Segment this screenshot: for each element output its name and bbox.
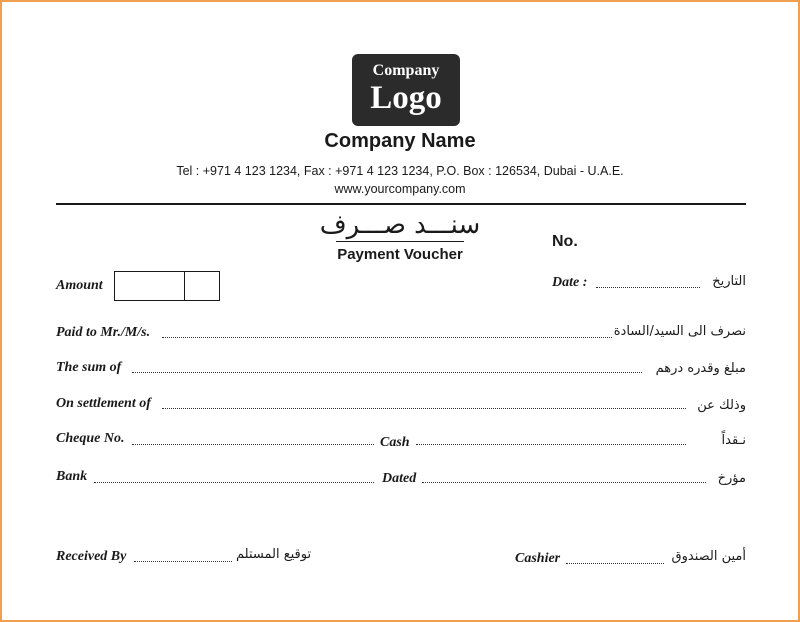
dated-line[interactable] bbox=[422, 482, 706, 483]
bank-line[interactable] bbox=[94, 482, 374, 483]
dated-label-arabic: مؤرخ bbox=[717, 471, 746, 486]
sum-line[interactable] bbox=[132, 372, 642, 373]
logo-line-logo: Logo bbox=[370, 80, 442, 116]
cheque-line[interactable] bbox=[132, 444, 374, 445]
paid-to-label: Paid to Mr./M/s. bbox=[56, 325, 151, 340]
settlement-label-arabic: وذلك عن bbox=[697, 398, 746, 413]
sum-label: The sum of bbox=[56, 360, 122, 375]
logo-line-company: Company bbox=[372, 62, 440, 79]
sum-label-arabic: مبلغ وقدره درهم bbox=[655, 361, 746, 376]
header-divider bbox=[56, 203, 746, 205]
company-contact: Tel : +971 4 123 1234, Fax : +971 4 123 1234, P.O. Box : 126534, Dubai - U.A.E. bbox=[176, 164, 624, 178]
company-website: www.yourcompany.com bbox=[334, 182, 466, 196]
received-by-label-arabic: توقيع المستلم bbox=[236, 547, 312, 562]
voucher-title: Payment Voucher bbox=[337, 246, 463, 263]
settlement-label: On settlement of bbox=[56, 396, 151, 411]
cashier-label: Cashier bbox=[515, 551, 561, 566]
amount-box-divider bbox=[184, 271, 185, 301]
received-by-line[interactable] bbox=[134, 561, 232, 562]
cash-label-arabic: نـقداً bbox=[721, 433, 746, 448]
settlement-line[interactable] bbox=[162, 408, 686, 409]
amount-label: Amount bbox=[56, 278, 103, 293]
bank-label: Bank bbox=[56, 469, 88, 484]
company-logo bbox=[352, 54, 460, 126]
amount-input-box[interactable] bbox=[114, 271, 220, 301]
voucher-title-underline bbox=[336, 241, 464, 242]
received-by-label: Received By bbox=[56, 549, 127, 564]
cash-line[interactable] bbox=[416, 444, 686, 445]
company-name: Company Name bbox=[324, 130, 476, 152]
date-label: Date : bbox=[552, 275, 588, 290]
cashier-line[interactable] bbox=[566, 563, 664, 564]
paid-to-label-arabic: نصرف الى السيد/السادة bbox=[613, 324, 746, 339]
voucher-title-arabic: سنـــد صـــرف bbox=[319, 210, 481, 240]
dated-label: Dated bbox=[382, 471, 417, 486]
date-label-arabic: التاريخ bbox=[712, 274, 746, 289]
cash-label: Cash bbox=[380, 435, 410, 450]
voucher-number-label: No. bbox=[552, 233, 578, 250]
cashier-label-arabic: أمين الصندوق bbox=[671, 549, 746, 564]
cheque-label: Cheque No. bbox=[56, 431, 125, 446]
paid-to-line[interactable] bbox=[162, 337, 612, 338]
date-line[interactable] bbox=[596, 287, 700, 288]
